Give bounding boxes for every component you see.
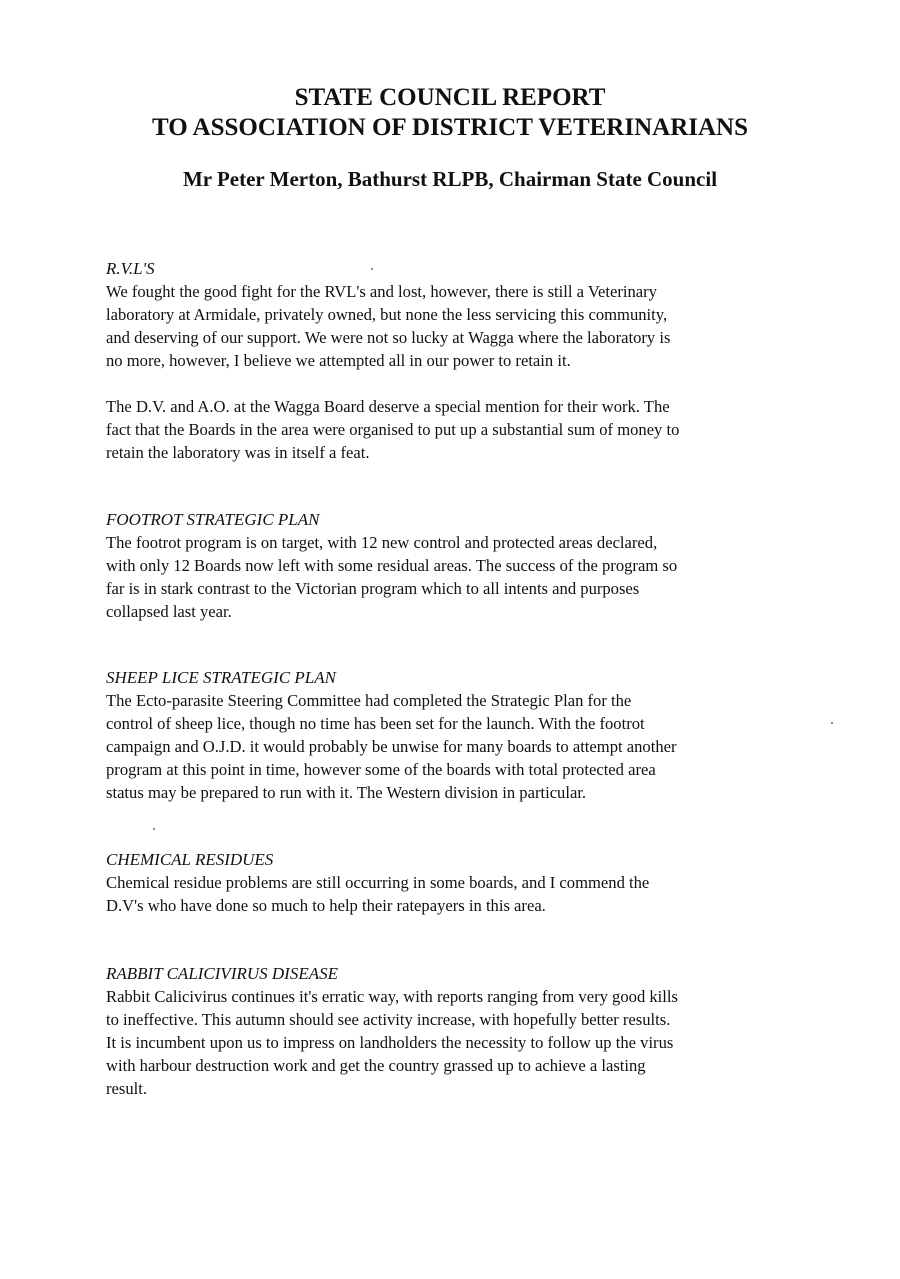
text-line: far is in stark contrast to the Victorian program which to all intents and purposes xyxy=(106,579,640,598)
section-heading: R.V.L'S xyxy=(106,259,155,278)
report-title-line-2: TO ASSOCIATION OF DISTRICT VETERINARIANS xyxy=(151,114,748,141)
scan-speck xyxy=(831,722,833,724)
text-line: with harbour destruction work and get the country grassed up to achieve a lasting xyxy=(106,1056,646,1075)
text-line: The footrot program is on target, with 12 new control and protected areas declared, xyxy=(106,533,658,552)
section-paragraph xyxy=(106,871,796,917)
text-line: program at this point in time, however some of the boards with total protected area xyxy=(106,760,656,779)
text-line: retain the laboratory was in itself a feat. xyxy=(106,443,370,462)
scan-speck xyxy=(371,268,373,270)
text-line: It is incumbent upon us to impress on landholders the necessity to follow up the virus xyxy=(106,1033,674,1052)
scan-speck xyxy=(153,828,155,830)
section-paragraph xyxy=(106,280,796,372)
section-rabbit-calicivirus xyxy=(106,962,796,1100)
section-chemical-residues xyxy=(106,848,796,917)
section-heading: CHEMICAL RESIDUES xyxy=(106,850,274,869)
text-line: laboratory at Armidale, privately owned, but none the less servicing this community, xyxy=(106,305,668,324)
text-line: Chemical residue problems are still occurring in some boards, and I commend the xyxy=(106,873,650,892)
section-heading: FOOTROT STRATEGIC PLAN xyxy=(106,510,320,529)
text-line: with only 12 Boards now left with some residual areas. The success of the program so xyxy=(106,556,678,575)
text-line: The D.V. and A.O. at the Wagga Board deserve a special mention for their work. The xyxy=(106,397,670,416)
section-heading: RABBIT CALICIVIRUS DISEASE xyxy=(106,964,338,983)
text-line: collapsed last year. xyxy=(106,602,232,621)
text-line: to ineffective. This autumn should see activity increase, with hopefully better results. xyxy=(106,1010,671,1029)
section-paragraph xyxy=(106,689,796,804)
section-footrot xyxy=(106,508,796,623)
text-line: D.V's who have done so much to help their ratepayers in this area. xyxy=(106,896,546,915)
text-line: The Ecto-parasite Steering Committee had completed the Strategic Plan for the xyxy=(106,691,632,710)
section-rvls xyxy=(106,257,796,464)
text-line: We fought the good fight for the RVL's and lost, however, there is still a Veterinary xyxy=(106,282,657,301)
section-sheep-lice xyxy=(106,666,796,804)
section-paragraph xyxy=(106,395,796,464)
text-line: result. xyxy=(106,1079,148,1098)
text-line: fact that the Boards in the area were organised to put up a substantial sum of money to xyxy=(106,420,680,439)
text-line: control of sheep lice, though no time has been set for the launch. With the footrot xyxy=(106,714,645,733)
text-line: no more, however, I believe we attempted all in our power to retain it. xyxy=(106,351,571,370)
text-line: Rabbit Calicivirus continues it's erratic way, with reports ranging from very good kills xyxy=(106,987,678,1006)
text-line: campaign and O.J.D. it would probably be unwise for many boards to attempt another xyxy=(106,737,677,756)
report-title-line-1: STATE COUNCIL REPORT xyxy=(294,84,606,111)
text-line: status may be prepared to run with it. The Western division in particular. xyxy=(106,783,587,802)
section-paragraph xyxy=(106,985,796,1100)
section-paragraph xyxy=(106,531,796,623)
text-line: and deserving of our support. We were not so lucky at Wagga where the laboratory is xyxy=(106,328,671,347)
section-heading: SHEEP LICE STRATEGIC PLAN xyxy=(106,668,336,687)
report-author: Mr Peter Merton, Bathurst RLPB, Chairman State Council xyxy=(182,167,718,191)
